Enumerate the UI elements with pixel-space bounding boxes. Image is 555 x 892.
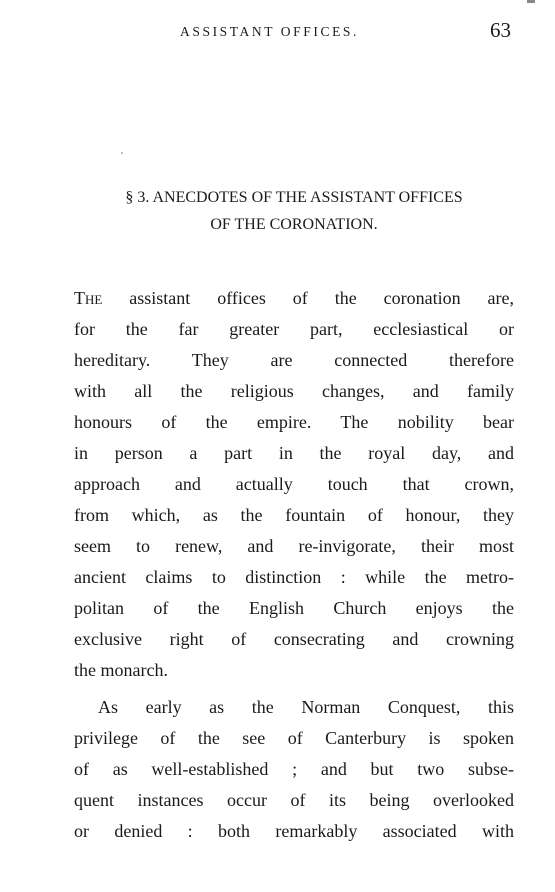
paragraph-1-line: exclusive right of consecrating and crowning	[74, 629, 514, 649]
paragraph-1-line: for the far greater part, ecclesiastical or	[74, 319, 514, 339]
paragraph-1-line: the monarch.	[74, 660, 168, 680]
paragraph-1-line-1: The assistant offices of the coronation are,	[74, 288, 514, 308]
paragraph-lead-word: The	[74, 288, 103, 308]
paragraph-2-line: of as well-established ; and but two subse-	[74, 759, 514, 779]
body-text	[74, 283, 514, 847]
paragraph-2-line: privilege of the see of Canterbury is spoken	[74, 728, 514, 748]
page-number: 63	[490, 18, 511, 42]
scan-speck	[121, 152, 123, 154]
paragraph-1-line: seem to renew, and re-invigorate, their most	[74, 536, 514, 556]
paragraph-1-line: politan of the English Church enjoys the	[74, 598, 514, 618]
paragraph-1-line: ancient claims to distinction : while the metro-	[74, 567, 514, 587]
paragraph-2-line: As early as the Norman Conquest, this	[98, 697, 514, 717]
scan-mark	[527, 0, 535, 3]
paragraph-2-line: quent instances occur of its being overlooked	[74, 790, 514, 810]
section-heading-line-1: § 3. ANECDOTES OF THE ASSISTANT OFFICES	[125, 189, 463, 206]
paragraph-1-line: hereditary. They are connected therefore	[74, 350, 514, 370]
paragraph-1-line: honours of the empire. The nobility bear	[74, 412, 514, 432]
paragraph-1-line: in person a part in the royal day, and	[74, 443, 514, 463]
paragraph-1-line: with all the religious changes, and family	[74, 381, 514, 401]
section-heading	[74, 184, 514, 238]
paragraph-1-line: approach and actually touch that crown,	[74, 474, 514, 494]
paragraph-2-line: or denied : both remarkably associated with	[74, 821, 514, 841]
running-title: ASSISTANT OFFICES.	[180, 24, 360, 39]
section-heading-line-2: OF THE CORONATION.	[210, 216, 378, 233]
paragraph-1-line: from which, as the fountain of honour, they	[74, 505, 514, 525]
running-head	[0, 18, 555, 48]
